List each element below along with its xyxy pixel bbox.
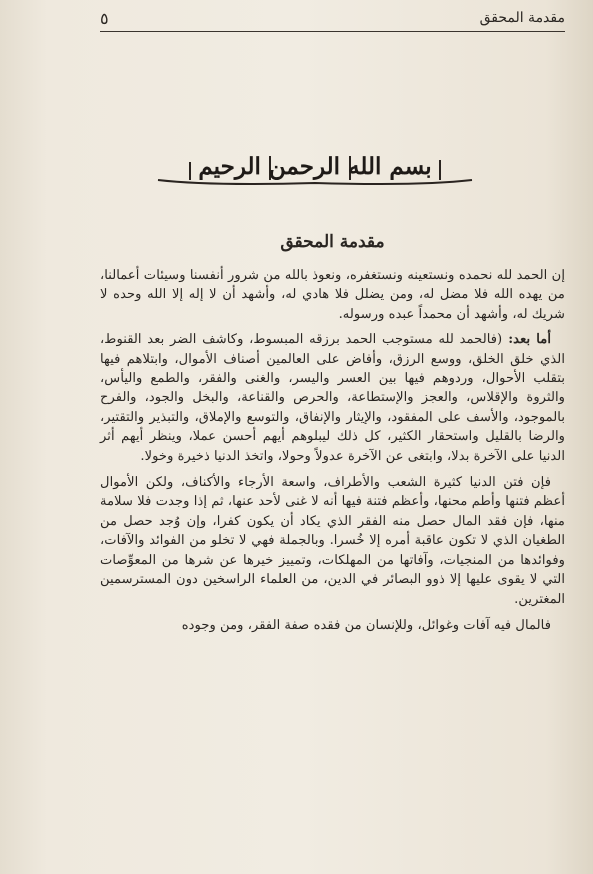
paragraph-2 — [100, 330, 565, 466]
paragraph-1: إن الحمد لله نحمده ونستعينه ونستغفره، ونعوذ بالله من شرور أنفسنا وسيئات أعمالنا، من يهده الله فلا مضل له، ومن يضلل فلا هادي له، وأشهد أن لا إله إلا الله وحده لا شريك له، وأشهد أن محمداً عبده ورسوله. — [100, 268, 565, 322]
paragraph-2-text: (فالحمد لله مستوجب الحمد برزقه المبسوط، وكاشف الضر بعد القنوط، الذي خلق الخلق، ووسع الرزق، وأفاض على العالمين أصناف الأموال، وابتلاهم فيها بتقلب الأحوال، وردوهم فيها بين العسر واليسر، والغنى والفقر، والطمع واليأس، والثروة والإقلاس، والعجز والإستطاعة، والحرص والقناعة، والبخل والجود، والفرح بالموجود، والأسف على المفقود، والإيثار والإنفاق، والتوسع والإملاق، والتبذير والتقتير، والرضا بالقليل واستحقار الكثير، كل ذلك ليبلوهم أيهم أحسن عملا، وينظر أيهم أثر الدنيا على الآخرة بدلا، وابتغى عن الآخرة عدولاً وحولا، واتخذ الدنيا ذخيرة وخولا. — [100, 332, 565, 464]
body-text — [100, 266, 565, 641]
page-number: ٥ — [100, 8, 109, 28]
header-rule — [100, 31, 565, 32]
paragraph-3: فإن فتن الدنيا كثيرة الشعب والأطراف، واسعة الأرجاء والأكناف، ولكن الأموال أعظم فتنها وأطم محنها، وأعظم فتنة فيها أنه لا غنى لأحد عنها، ثم إذا وجدت فلا سلامة منها، فإن فقد المال حصل منه الفقر الذي يكاد أن يكون كفرا، وإن وُجد حصل من الطغيان الذي لا تكون عاقبة أمره إلا خُسرا. وبالجملة فهي لا تخلو من الفوائد والآفات، وفوائدها من المنجيات، وآفاتها من المهلكات، وتمييز خيرها عن شرها من المعوِّصات التي لا يقوى عليها إلا ذوو البصائر في الدين، من العلماء الراسخين دون المسترسمين المغترين. — [100, 475, 565, 607]
bismillah-calligraphy — [150, 150, 480, 190]
bismillah-text: بسم الله الرحمن الرحيم — [198, 153, 432, 180]
amma-baad-label: أما بعد: — [502, 332, 551, 348]
running-title: مقدمة المحقق — [479, 10, 565, 26]
paragraph-4: فالمال فيه آفات وغوائل، وللإنسان من فقده صفة الفقر، ومن وجوده — [181, 617, 551, 633]
section-title: مقدمة المحقق — [280, 232, 385, 252]
page-header — [100, 8, 565, 28]
